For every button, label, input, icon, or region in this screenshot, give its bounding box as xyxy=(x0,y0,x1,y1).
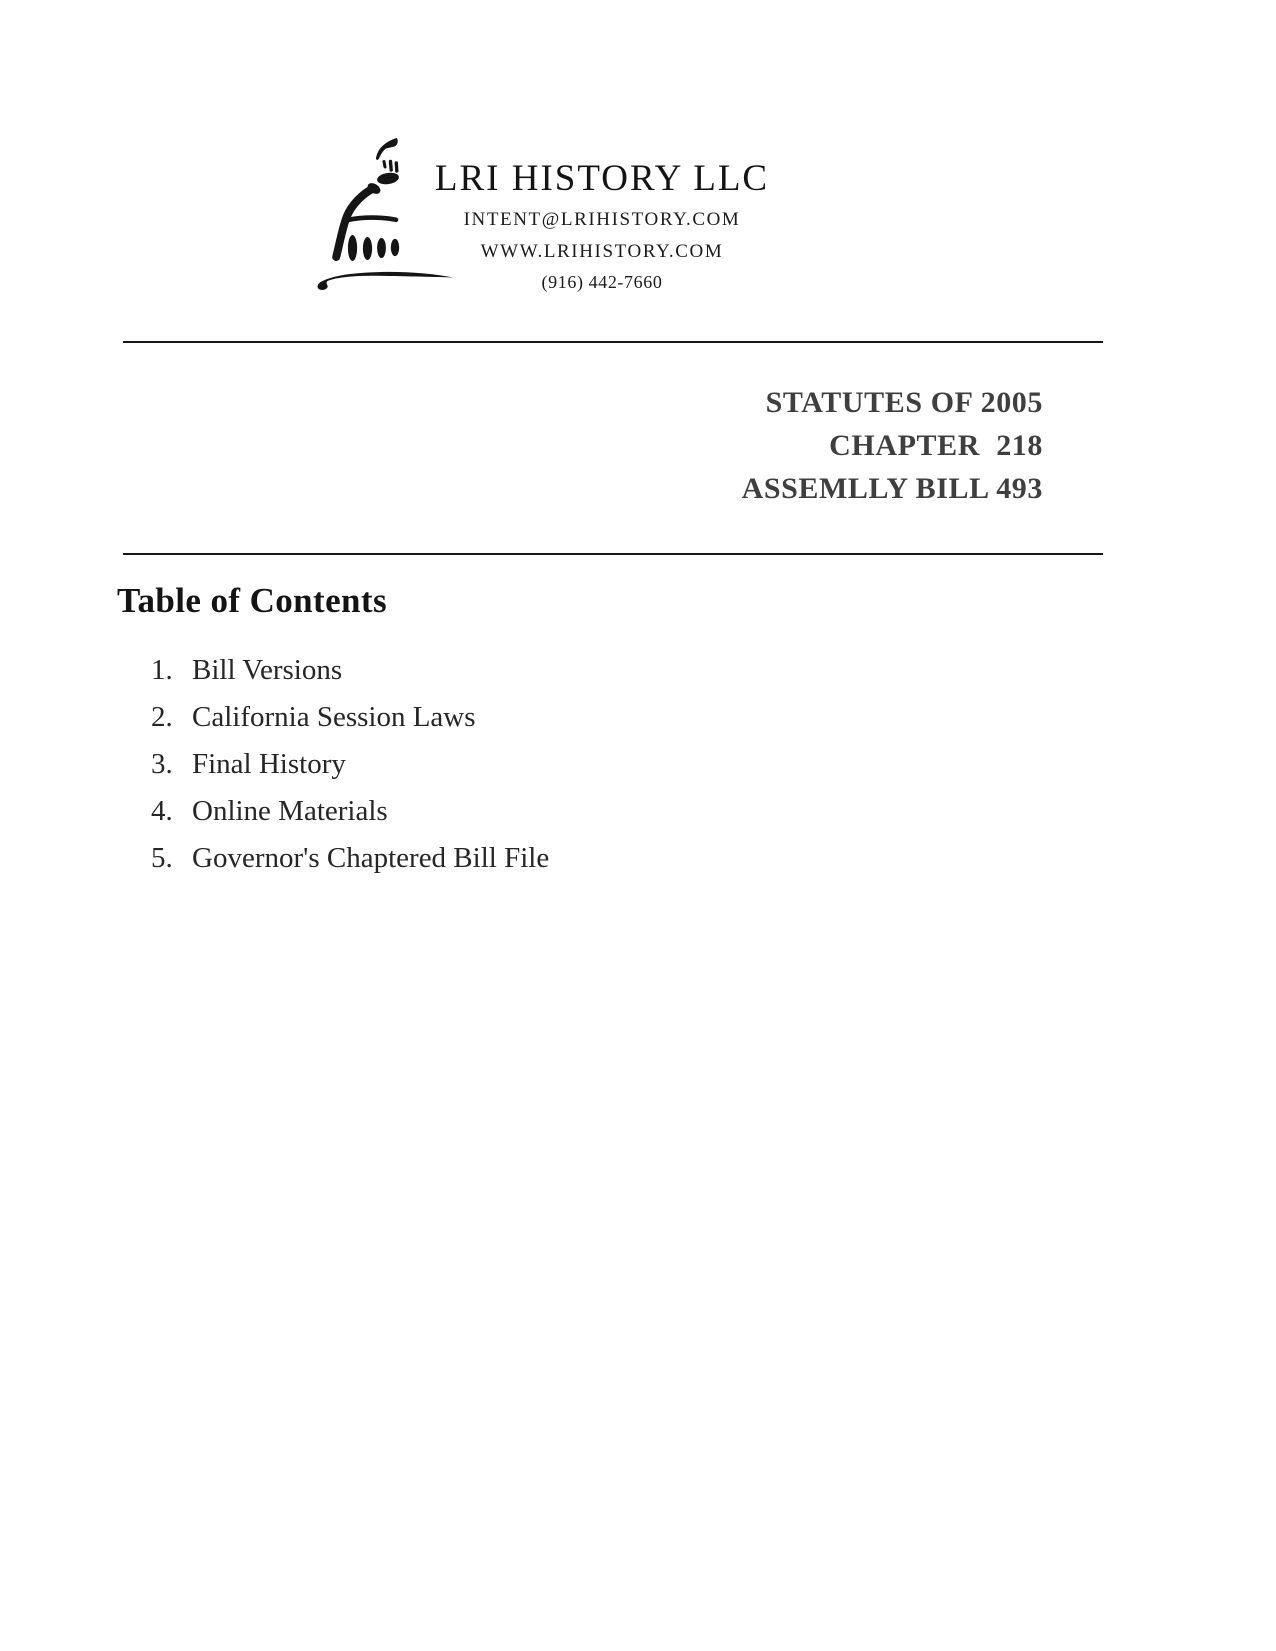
toc-list xyxy=(151,651,549,886)
toc-item xyxy=(151,651,549,689)
toc-item-number: 4. xyxy=(151,795,173,827)
toc-item-number: 1. xyxy=(151,654,173,686)
toc-item xyxy=(151,698,549,736)
divider-bottom xyxy=(123,553,1103,555)
company-phone: (916) 442-7660 xyxy=(541,272,663,292)
toc-item-number: 2. xyxy=(151,701,173,733)
chapter-line: CHAPTER 218 xyxy=(829,429,1043,462)
toc-item-number: 5. xyxy=(151,842,173,874)
toc-title: Table of Contents xyxy=(117,581,387,620)
company-email: INTENT@LRIHISTORY.COM xyxy=(463,209,741,230)
statutes-year-line: STATUTES OF 2005 xyxy=(765,386,1043,419)
toc-item-label: California Session Laws xyxy=(192,701,476,733)
company-website: WWW.LRIHISTORY.COM xyxy=(480,241,724,262)
statute-block xyxy=(742,381,1043,510)
toc-item xyxy=(151,745,549,783)
toc-item xyxy=(151,839,549,877)
toc-item-label: Bill Versions xyxy=(192,654,343,686)
company-name: LRI HISTORY LLC xyxy=(434,158,770,199)
toc-item xyxy=(151,792,549,830)
divider-top xyxy=(123,341,1103,343)
letterhead xyxy=(322,157,882,294)
assembly-bill-line: ASSEMLLY BILL 493 xyxy=(741,472,1043,505)
toc-item-label: Online Materials xyxy=(192,795,388,827)
toc-item-label: Governor's Chaptered Bill File xyxy=(192,842,550,874)
toc-item-number: 3. xyxy=(151,748,173,780)
toc-item-label: Final History xyxy=(192,748,346,780)
